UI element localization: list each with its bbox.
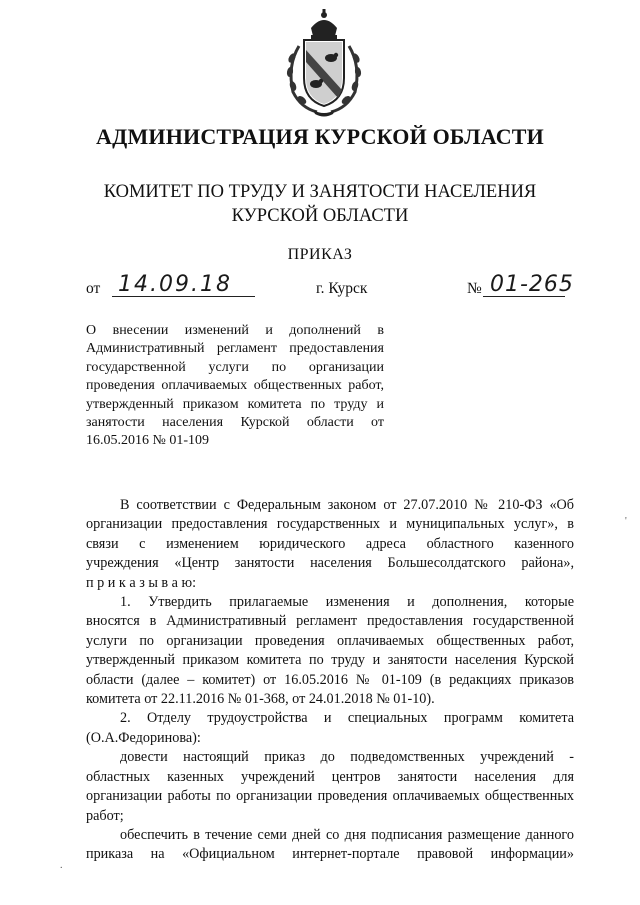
city: г. Курск [316, 280, 368, 297]
body-line: работ; [86, 807, 124, 824]
body-line: организации работы по организации проведения оплачиваемых общественных [86, 788, 574, 805]
subject-line: проведения оплачиваемых общественных работ, [86, 378, 384, 394]
subject-line: Административный регламент предоставления [86, 341, 384, 357]
handwritten-number: 01-265 [490, 272, 574, 297]
document-type: ПРИКАЗ [287, 246, 353, 263]
margin-dot: . [60, 860, 63, 871]
order-body [86, 496, 574, 865]
body-line: вносятся в Административный регламент предоставления государственной [86, 613, 574, 630]
body-line: 2. Отделу трудоустройства и специальных программ комитета [120, 710, 574, 727]
body-line: услуги по организации проведения оплачиваемых общественных работ, [86, 632, 574, 649]
body-line: довести настоящий приказ до подведомственных учреждений - [120, 749, 574, 766]
body-line: обеспечить в течение семи дней со дня подписания размещение данного [120, 826, 574, 843]
body-line: (О.А.Федоринова): [86, 729, 201, 746]
subject-line: занятости населения Курской области от [86, 415, 384, 431]
body-line: приказа на «Официальном интернет-портале правовой информации» [86, 846, 574, 863]
committee-line-1: КОМИТЕТ ПО ТРУДУ И ЗАНЯТОСТИ НАСЕЛЕНИЯ [103, 182, 537, 202]
subject-line: О внесении изменений и дополнений в [86, 323, 384, 338]
body-line: п р и к а з ы в а ю: [86, 574, 197, 591]
body-line: В соответствии с Федеральным законом от 27.07.2010 № 210-ФЗ «Об [120, 497, 574, 513]
body-line: комитета от 22.11.2016 № 01-368, от 24.01.2018 № 01-10). [86, 691, 435, 708]
body-line: областных казенных учреждений центров занятости населения для [86, 768, 574, 785]
administration-title: АДМИНИСТРАЦИЯ КУРСКОЙ ОБЛАСТИ [96, 124, 544, 149]
body-line: связи с изменением юридического адреса областного казенного [86, 535, 574, 552]
body-line: области (далее – комитет) от 16.05.2016 № 01-109 (в редакциях приказов [86, 671, 574, 688]
subject-line: государственной услуги по организации [86, 359, 384, 375]
number-prefix: № [467, 280, 482, 297]
margin-mark: ' [625, 516, 627, 527]
body-line: утвержденный приказом комитета по труду и занятости населения Курской [86, 652, 574, 669]
body-line: учреждения «Центр занятости населения Большесолдатского района», [86, 555, 574, 572]
subject-line: 16.05.2016 № 01-109 [86, 433, 210, 449]
order-subject [86, 322, 384, 451]
coat-of-arms-icon [283, 6, 365, 120]
body-line: организации предоставления государственных и муниципальных услуг», в [86, 516, 574, 533]
handwritten-date: 14.09.18 [118, 272, 232, 297]
body-line: 1. Утвердить прилагаемые изменения и дополнения, которые [120, 594, 574, 611]
date-prefix: от [86, 280, 101, 297]
subject-line: утвержденный приказом комитета по труду и [86, 396, 384, 412]
committee-name [0, 180, 640, 228]
committee-line-2: КУРСКОЙ ОБЛАСТИ [231, 206, 409, 226]
